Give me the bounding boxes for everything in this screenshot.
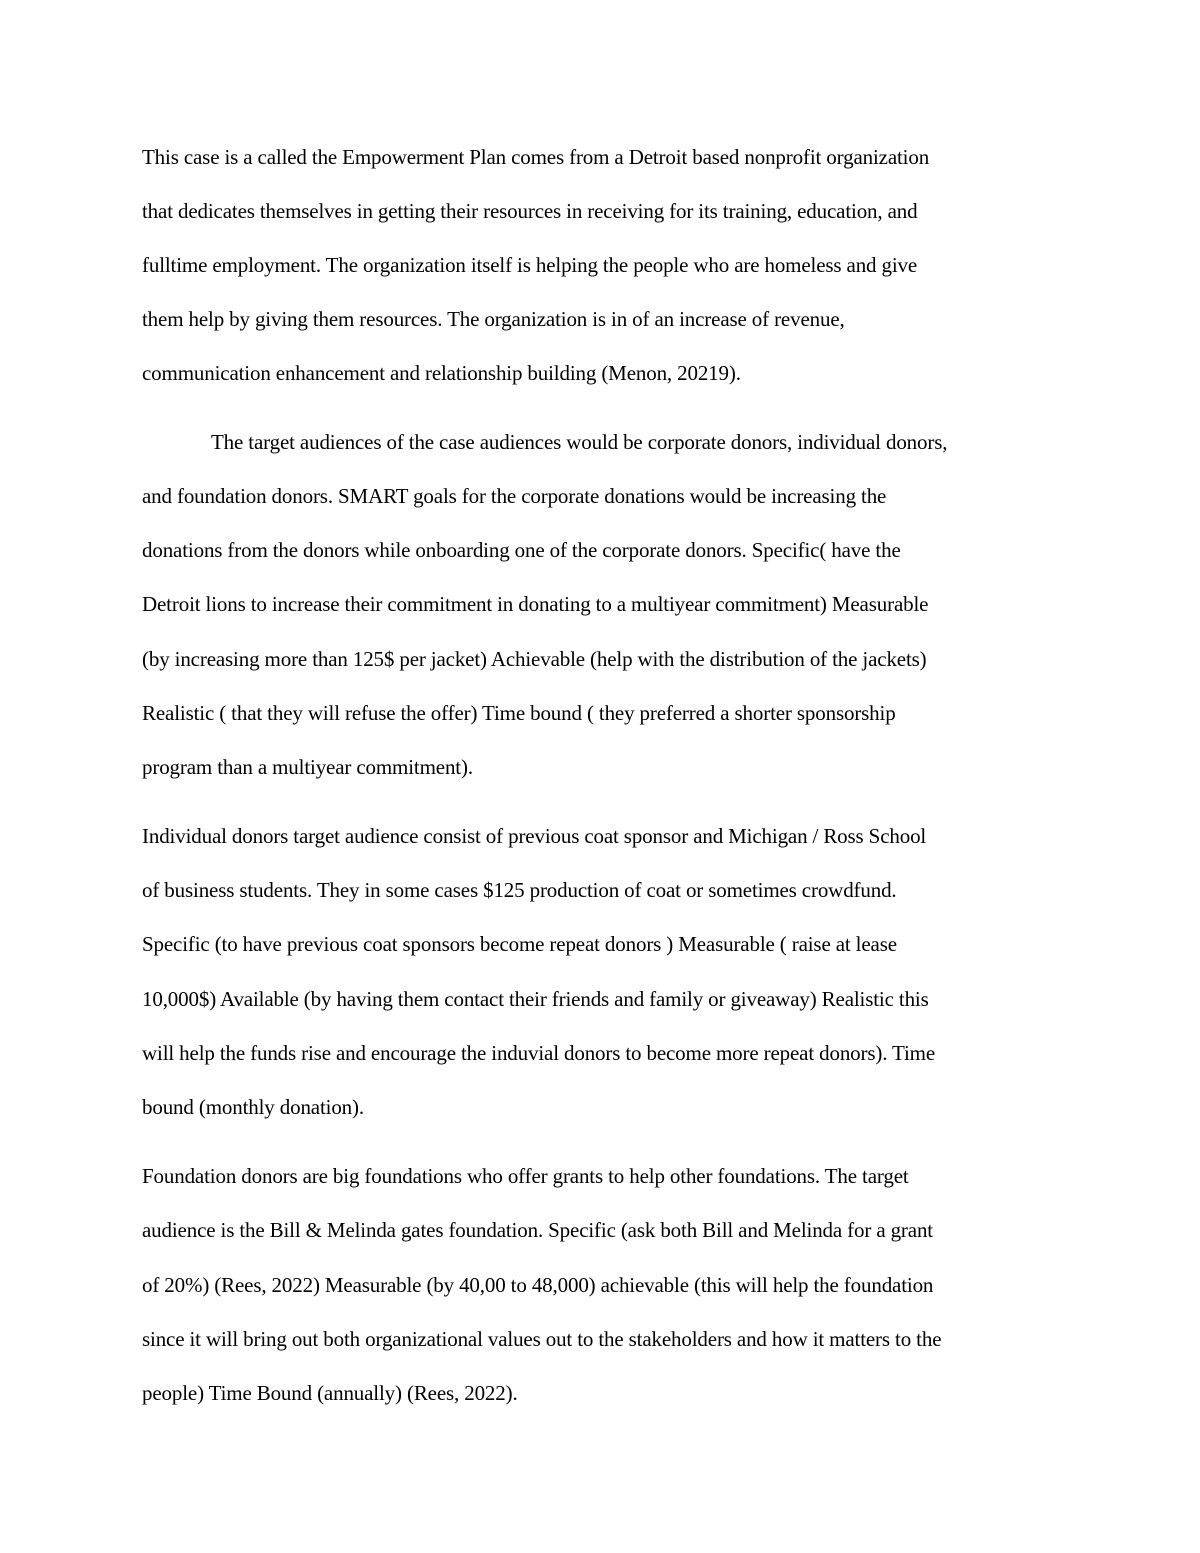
text-line: Detroit lions to increase their commitment in donating to a multiyear commitment) Measurable [142,592,929,616]
text-line: Foundation donors are big foundations who offer grants to help other foundations. The target [142,1164,909,1188]
text-line: that dedicates themselves in getting their resources in receiving for its training, education, and [142,199,918,223]
text-line: audience is the Bill & Melinda gates foundation. Specific (ask both Bill and Melinda for a grant [142,1218,933,1242]
text-line: Specific (to have previous coat sponsors become repeat donors ) Measurable ( raise at lease [142,932,897,956]
text-line: communication enhancement and relationship building (Menon, 20219). [142,361,741,385]
text-line: bound (monthly donation). [142,1095,364,1119]
text-line: them help by giving them resources. The organization is in of an increase of revenue, [142,307,845,331]
text-line: and foundation donors. SMART goals for the corporate donations would be increasing the [142,484,887,508]
text-line: (by increasing more than 125$ per jacket) Achievable (help with the distribution of the jackets) [142,647,927,671]
text-line: of business students. They in some cases $125 production of coat or sometimes crowdfund. [142,878,897,902]
text-line: 10,000$) Available (by having them contact their friends and family or giveaway) Realistic this [142,987,929,1011]
text-line: of 20%) (Rees, 2022) Measurable (by 40,00 to 48,000) achievable (this will help the foundation [142,1273,934,1297]
text-line: Individual donors target audience consist of previous coat sponsor and Michigan / Ross School [142,824,927,848]
text-line: The target audiences of the case audiences would be corporate donors, individual donors, [211,430,948,454]
text-line: since it will bring out both organizational values out to the stakeholders and how it matters to the [142,1327,942,1351]
text-line: Realistic ( that they will refuse the offer) Time bound ( they preferred a shorter sponsorship [142,701,896,725]
text-line: fulltime employment. The organization itself is helping the people who are homeless and give [142,253,918,277]
text-line: This case is a called the Empowerment Plan comes from a Detroit based nonprofit organization [142,145,930,169]
text-line: program than a multiyear commitment). [142,755,473,779]
text-line: donations from the donors while onboarding one of the corporate donors. Specific( have the [142,538,901,562]
text-line: will help the funds rise and encourage the induvial donors to become more repeat donors). Time [142,1041,936,1065]
text-line: people) Time Bound (annually) (Rees, 2022). [142,1381,518,1405]
